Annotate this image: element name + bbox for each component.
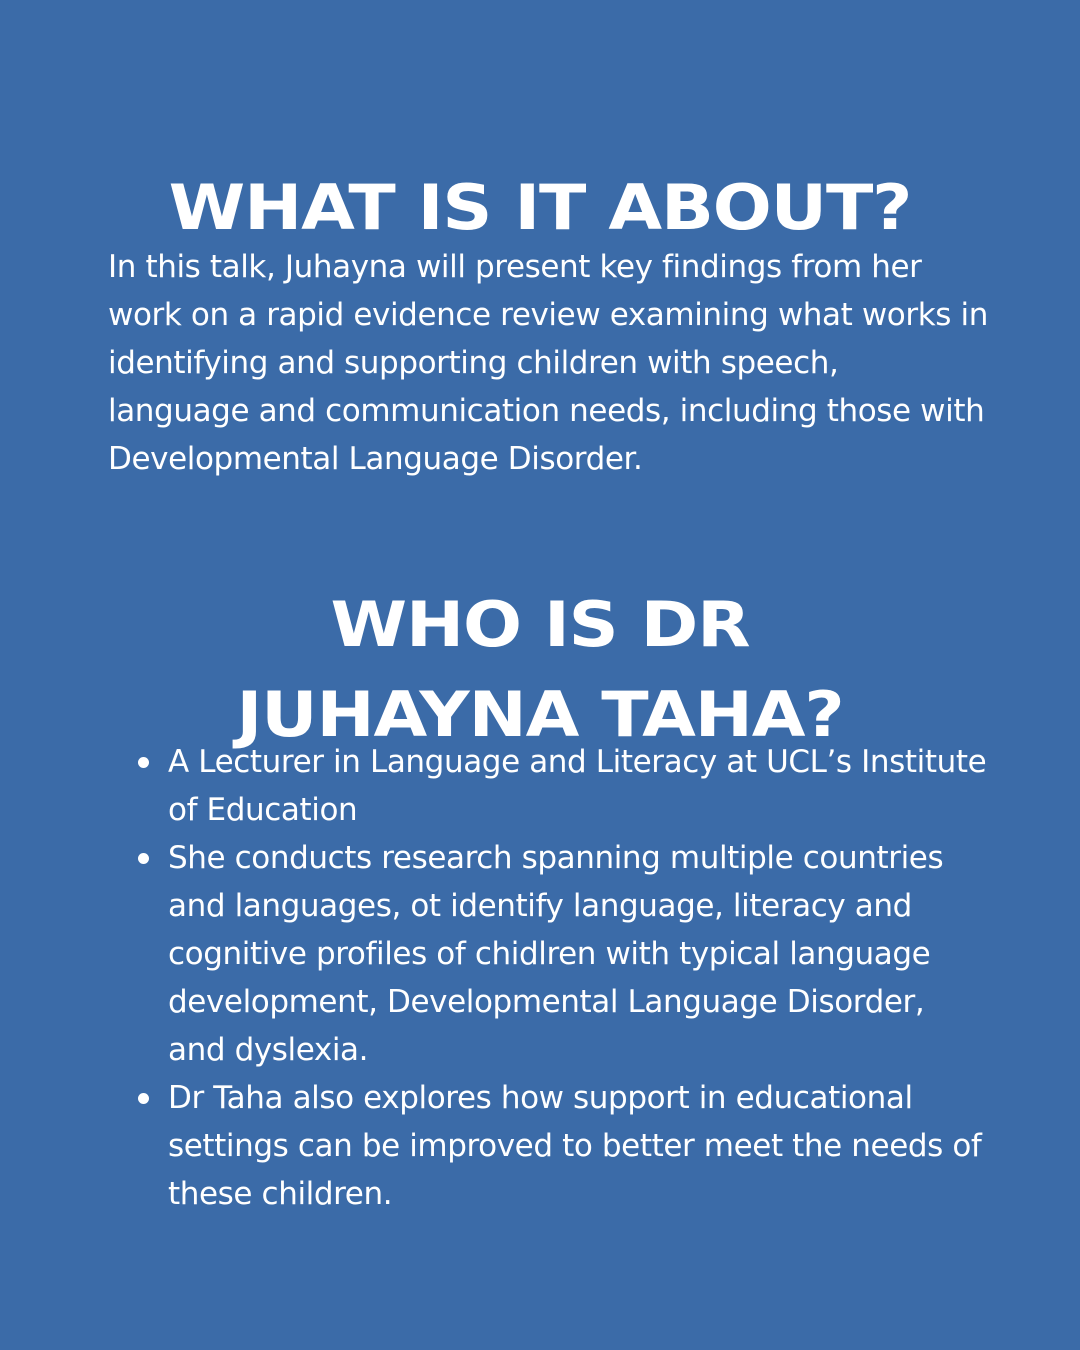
list-item xyxy=(108,1074,988,1218)
who-heading-line-2: JUHAYNA TAHA? xyxy=(236,678,844,751)
bullet-icon xyxy=(138,757,149,768)
bio-list xyxy=(108,738,988,1218)
bio-item-text: She conducts research spanning multiple countries and languages, ot identify language, literacy and cognitive profiles of chidlren with typical language development, Developmental Language Disorder, and dyslexia. xyxy=(168,840,944,1068)
bullet-icon xyxy=(138,1093,149,1104)
about-heading-wrap xyxy=(0,172,1080,244)
about-description: In this talk, Juhayna will present key findings from her work on a rapid evidence review examining what works in identifying and supporting children with speech, language and communication needs, including those with Developmental Language Disorder. xyxy=(108,249,988,477)
who-heading-line-1: WHO IS DR xyxy=(330,588,750,661)
list-item xyxy=(108,738,988,834)
about-heading: WHAT IS IT ABOUT? xyxy=(168,171,912,244)
bio-item-text: A Lecturer in Language and Literacy at UCL’s Institute of Education xyxy=(168,744,987,828)
bio-item-text: Dr Taha also explores how support in educational settings can be improved to better meet the needs of these children. xyxy=(168,1080,982,1212)
who-heading xyxy=(0,580,1080,760)
bullet-icon xyxy=(138,853,149,864)
list-item xyxy=(108,834,988,1074)
